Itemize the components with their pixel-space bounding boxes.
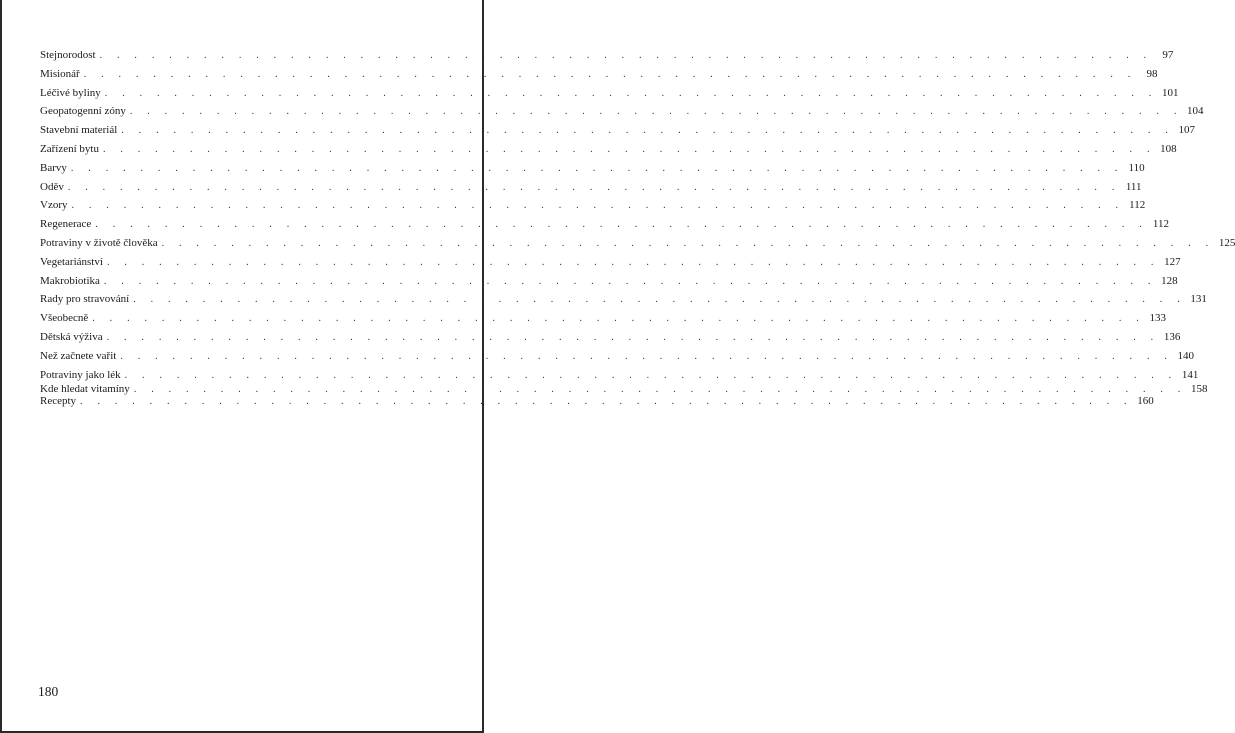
- toc-entry-title: Zařízení bytu: [40, 142, 99, 155]
- toc-entry-title: Stejnorodost: [40, 49, 96, 61]
- toc-entry-title: Regenerace: [40, 218, 92, 231]
- toc-entry-page: 140: [1177, 349, 1195, 362]
- dot-leader: . . . . . . . . . . . . . . . . . . . . . . . . . . . . . . . . . . . . . . . . . . . . . . . . . . . . . . . . . . . . .: [106, 256, 1160, 268]
- toc-entry-page: 112: [1152, 218, 1169, 231]
- toc-entry: [40, 234, 1235, 253]
- table-of-contents: [40, 46, 1235, 407]
- dot-leader: . . . . . . . . . . . . . . . . . . . . . . . . . . . . . . . . . . . . . . . . . . . . . . . . . . . . . . . . . . . . .: [120, 350, 1174, 362]
- toc-entry-title: Vzory: [40, 199, 68, 212]
- dot-leader: . . . . . . . . . . . . . . . . . . . . . . . . . . . . . . . . . . . . . . . . . . . . . . . . . . . . . . . . . . . . .: [67, 181, 1121, 193]
- toc-entry-title: Dětská výživa: [40, 330, 103, 343]
- toc-entry: [40, 366, 1199, 385]
- toc-entry-title: Potraviny v životě člověka: [40, 236, 158, 249]
- toc-entry: [40, 121, 1195, 140]
- toc-entry-title: Oděv: [40, 180, 64, 193]
- toc-entry-page: 141: [1181, 368, 1199, 381]
- dot-leader: . . . . . . . . . . . . . . . . . . . . . . . . . . . . . . . . . . . . . . . . . . . . . . . . . . . . . . . . . . . . .: [133, 294, 1186, 306]
- toc-entry: [40, 328, 1181, 347]
- toc-entry-page: 128: [1161, 274, 1178, 287]
- toc-entry-title: Barvy: [40, 161, 67, 174]
- toc-entry-page: 131: [1190, 293, 1207, 306]
- toc-entry: [40, 84, 1179, 103]
- toc-entry-page: 98: [1146, 67, 1158, 80]
- toc-entry: [40, 102, 1204, 121]
- dot-leader: . . . . . . . . . . . . . . . . . . . . . . . . . . . . . . . . . . . . . . . . . . . . . . . . . . . . . . . . . . . . .: [99, 50, 1153, 61]
- dot-leader: . . . . . . . . . . . . . . . . . . . . . . . . . . . . . . . . . . . . . . . . . . . . . . . . . . . . . . . . . . . . .: [133, 384, 1187, 396]
- toc-entry-page: 133: [1149, 312, 1166, 325]
- toc-entry: [40, 394, 1154, 408]
- toc-entry: [40, 215, 1169, 234]
- toc-entry-title: Potraviny jako lék: [40, 368, 121, 381]
- toc-entry: [40, 309, 1166, 328]
- toc-entry-page: 110: [1128, 161, 1145, 174]
- toc-entry-page: 136: [1163, 330, 1181, 343]
- toc-entry-title: Všeobecně: [40, 312, 89, 325]
- toc-entry-title: Vegetariánství: [40, 255, 103, 268]
- dot-leader: . . . . . . . . . . . . . . . . . . . . . . . . . . . . . . . . . . . . . . . . . . . . . . . . . . . . . . . . . . . . .: [92, 313, 1145, 325]
- dot-leader: . . . . . . . . . . . . . . . . . . . . . . . . . . . . . . . . . . . . . . . . . . . . . . . . . . . . . . . . . . . . .: [95, 219, 1148, 231]
- toc-entry-page: 125: [1218, 236, 1235, 249]
- toc-entry: [40, 159, 1145, 178]
- dot-leader: . . . . . . . . . . . . . . . . . . . . . . . . . . . . . . . . . . . . . . . . . . . . . . . . . . . . . . . . . . . . .: [70, 162, 1124, 174]
- toc-entry-page: 112: [1129, 199, 1146, 212]
- dot-leader: . . . . . . . . . . . . . . . . . . . . . . . . . . . . . . . . . . . . . . . . . . . . . . . . . . . . . . . . . . . . .: [161, 237, 1215, 249]
- toc-entry: [40, 272, 1178, 291]
- toc-entry-page: 127: [1164, 255, 1181, 268]
- toc-entry-page: 107: [1178, 124, 1195, 137]
- dot-leader: . . . . . . . . . . . . . . . . . . . . . . . . . . . . . . . . . . . . . . . . . . . . . . . . . . . . . . . . . . . . .: [103, 275, 1157, 287]
- dot-leader: . . . . . . . . . . . . . . . . . . . . . . . . . . . . . . . . . . . . . . . . . . . . . . . . . . . . . . . . . . . . .: [104, 87, 1158, 99]
- toc-entry-page: 111: [1125, 180, 1142, 193]
- toc-entry-page: 97: [1162, 49, 1174, 61]
- toc-entry: [40, 253, 1181, 272]
- toc-entry-page: 160: [1137, 394, 1154, 407]
- toc-entry: [40, 140, 1177, 159]
- toc-entry-title: Geopatogenní zóny: [40, 105, 126, 118]
- toc-entry-title: Rady pro stravování: [40, 293, 130, 306]
- toc-entry: [40, 65, 1158, 84]
- dot-leader: . . . . . . . . . . . . . . . . . . . . . . . . . . . . . . . . . . . . . . . . . . . . . . . . . . . . . . . . . . . . .: [129, 106, 1183, 118]
- toc-entry-title: Než začnete vařit: [40, 349, 117, 362]
- toc-entry: [40, 46, 1174, 65]
- dot-leader: . . . . . . . . . . . . . . . . . . . . . . . . . . . . . . . . . . . . . . . . . . . . . . . . . . . . . . . . . . . . .: [106, 331, 1160, 343]
- toc-entry: [40, 383, 1208, 396]
- toc-entry-page: 108: [1160, 142, 1177, 155]
- toc-entry-title: Recepty: [40, 394, 77, 407]
- toc-entry-title: Léčivé byliny: [40, 86, 101, 99]
- dot-leader: . . . . . . . . . . . . . . . . . . . . . . . . . . . . . . . . . . . . . . . . . . . . . . . . . . . . . . . . . . . . .: [71, 200, 1125, 212]
- dot-leader: . . . . . . . . . . . . . . . . . . . . . . . . . . . . . . . . . . . . . . . . . . . . . . . . . . . . . . . . . . . . .: [83, 68, 1137, 80]
- toc-entry: [40, 196, 1146, 215]
- toc-entry: [40, 178, 1142, 197]
- toc-entry-title: Kde hledat vitamíny: [40, 383, 130, 396]
- dot-leader: . . . . . . . . . . . . . . . . . . . . . . . . . . . . . . . . . . . . . . . . . . . . . . . . . . . . . . . . . . . . .: [124, 369, 1178, 381]
- toc-entry-page: 104: [1187, 105, 1204, 118]
- page-number: 180: [38, 684, 59, 699]
- toc-entry-page: 101: [1162, 86, 1179, 99]
- toc-entry-title: Misionář: [40, 67, 80, 80]
- toc-entry-page: 158: [1191, 383, 1208, 396]
- dot-leader: . . . . . . . . . . . . . . . . . . . . . . . . . . . . . . . . . . . . . . . . . . . . . . . . . . . . . . . . . . . . .: [121, 125, 1174, 137]
- toc-entry-title: Makrobiotika: [40, 274, 100, 287]
- dot-leader: . . . . . . . . . . . . . . . . . . . . . . . . . . . . . . . . . . . . . . . . . . . . . . . . . . . . . . . . . . . . .: [102, 143, 1156, 155]
- toc-entry: [40, 347, 1195, 366]
- dot-leader: . . . . . . . . . . . . . . . . . . . . . . . . . . . . . . . . . . . . . . . . . . . . . . . . . . . . . . . . . . . . .: [80, 395, 1133, 407]
- toc-entry: [40, 290, 1207, 309]
- toc-entry-title: Stavební materiál: [40, 124, 118, 137]
